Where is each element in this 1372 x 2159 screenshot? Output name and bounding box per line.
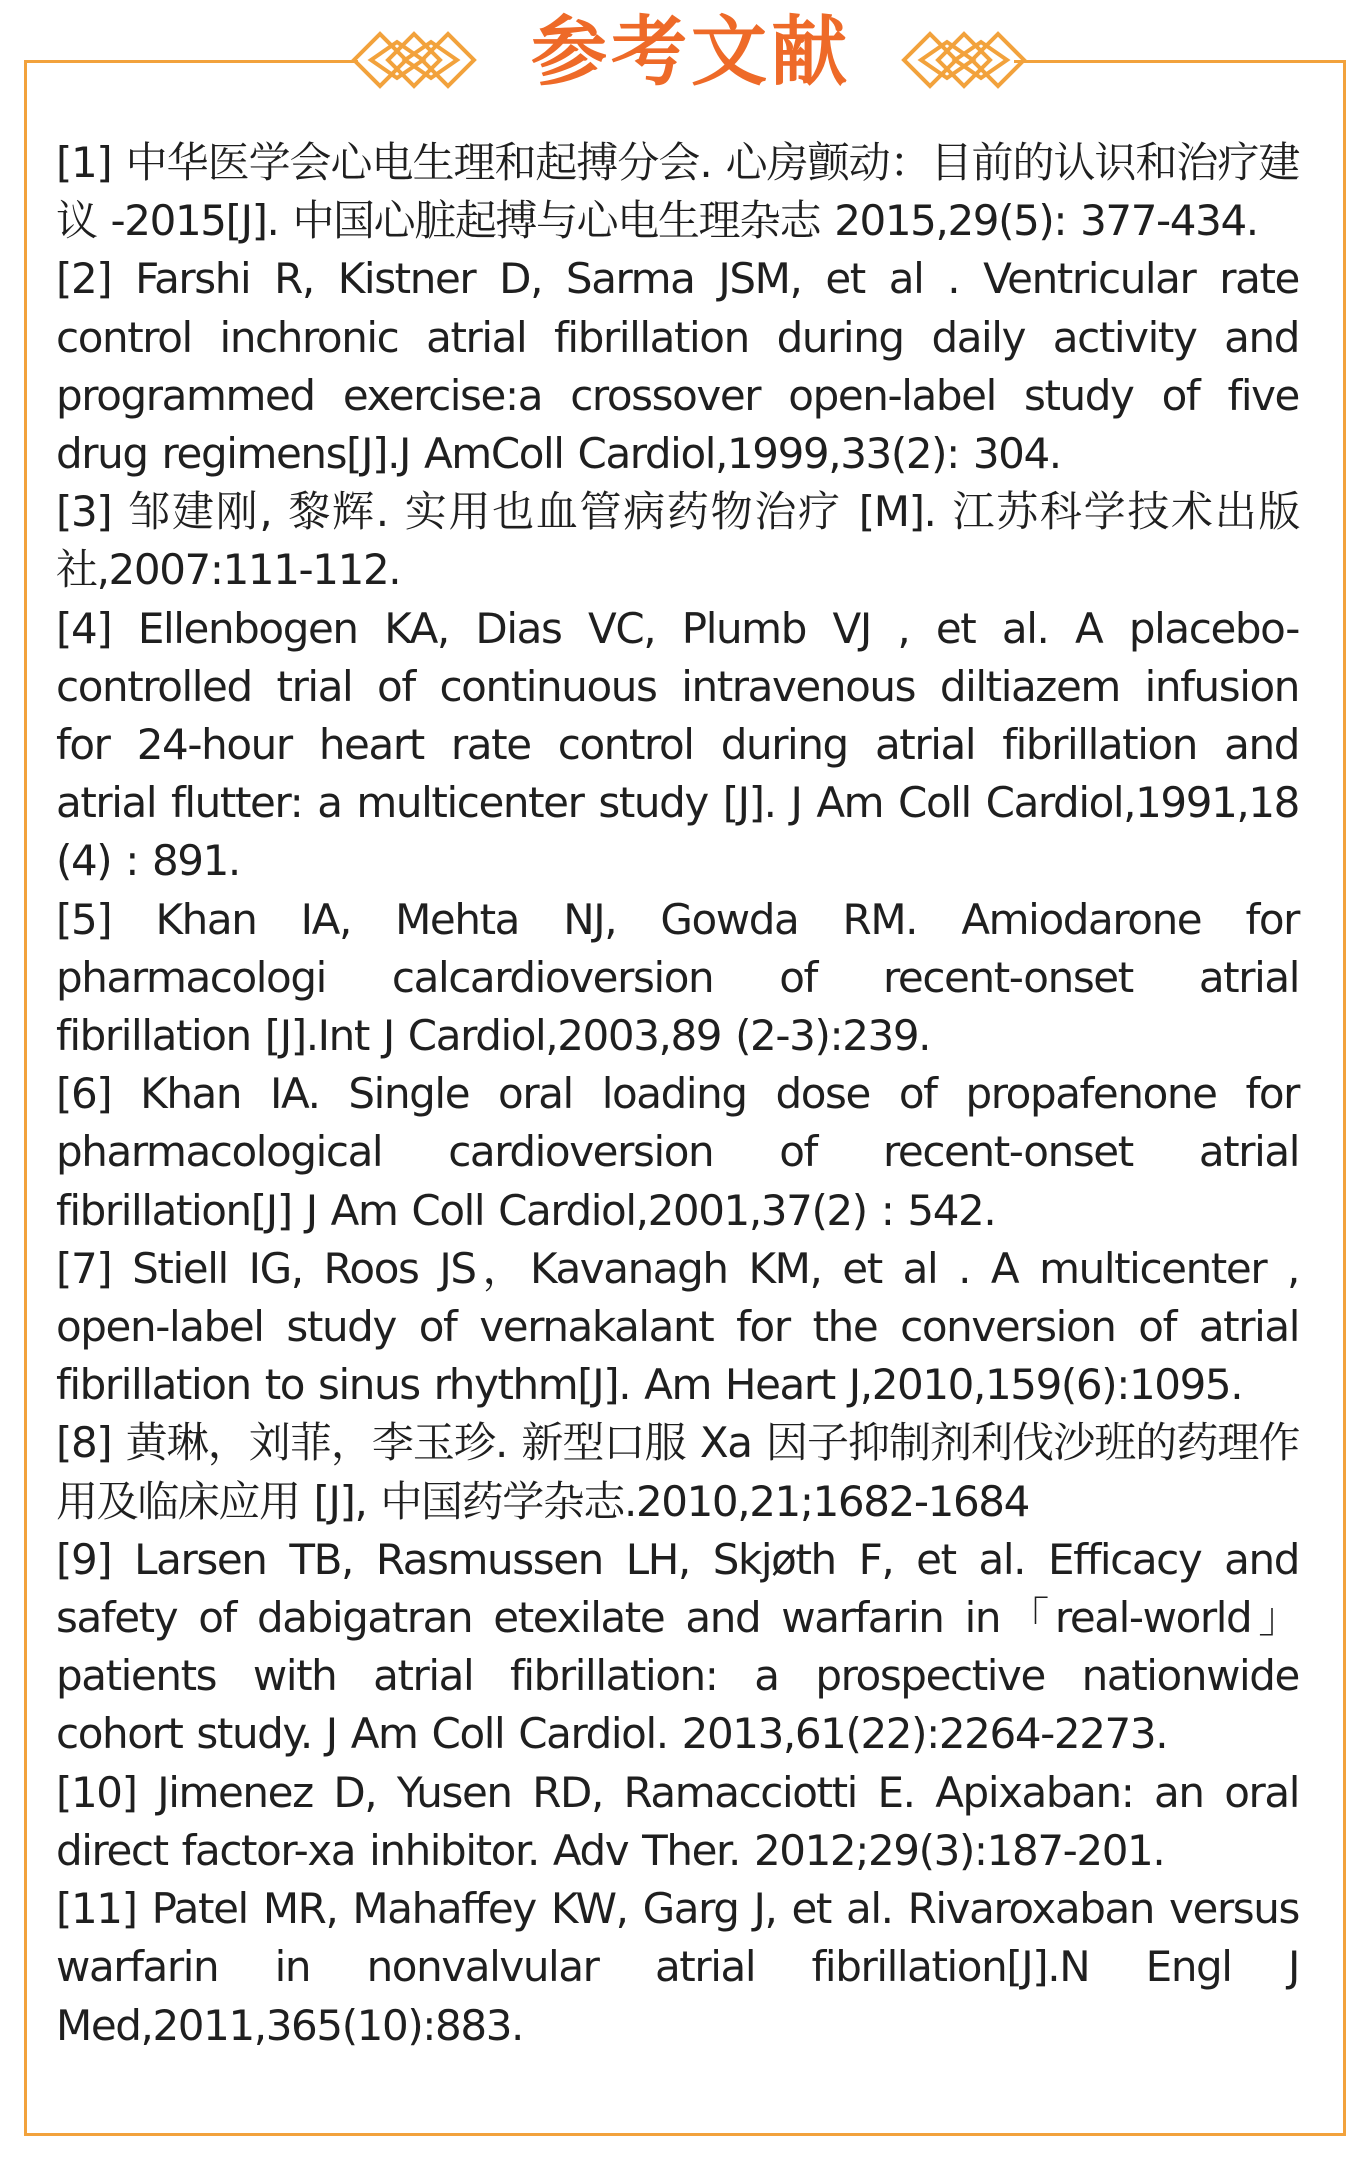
reference-item: [7] Stiell IG, Roos JS，Kavanagh KM, et al . A multicenter , open-label study of vernakalant for the conversion of atrial fibrillation to sinus rhythm[J]. Am Heart J,2010,159(6):1095. <box>56 1243 1299 1410</box>
reference-list <box>56 134 1299 2055</box>
reference-item: [6] Khan IA. Single oral loading dose of propafenone for pharmacological cardioversion of recent-onset atrial fibrillation[J] J Am Coll Cardiol,2001,37(2) : 542. <box>56 1069 1299 1235</box>
top-border-left <box>24 60 358 63</box>
reference-item: [11] Patel MR, Mahaffey KW, Garg J, et al. Rivaroxaban versus warfarin in nonvalvular atrial fibrillation[J].N Engl J Med,2011,365(10):883. <box>56 1884 1299 2050</box>
reference-item: [8] 黄琳，刘菲，李玉珍. 新型口服 Xa 因子抑制剂利伐沙班的药理作用及临床应用 [J], 中国药学杂志.2010,21;1682-1684 <box>56 1418 1299 1526</box>
reference-item: [9] Larsen TB, Rasmussen LH, Skjøth F, et al. Efficacy and safety of dabigatran etexilate and warfarin in「real-world」patients with atrial fibrillation: a prospective nationwide cohort study. J Am Coll Cardiol. 2013,61(22):2264-2273. <box>56 1534 1299 1759</box>
reference-item: [10] Jimenez D, Yusen RD, Ramacciotti E. Apixaban: an oral direct factor-xa inhibitor. Adv Ther. 2012;29(3):187-201. <box>56 1767 1299 1875</box>
reference-item: [1] 中华医学会心电生理和起搏分会. 心房颤动：目前的认识和治疗建议 -2015[J]. 中国心脏起搏与心电生理杂志 2015,29(5): 377-434. <box>56 138 1299 246</box>
diamond-ornament-icon <box>348 28 488 92</box>
top-border-right <box>1014 60 1346 63</box>
reference-item: [2] Farshi R, Kistner D, Sarma JSM, et al . Ventricular rate control inchronic atrial fibrillation during daily activity and programmed exercise:a crossover open-label study of five drug regimens[J].J AmColl Cardiol,1999,33(2): 304. <box>56 254 1299 479</box>
page-title: 参考文献 <box>531 7 851 96</box>
reference-item: [4] Ellenbogen KA, Dias VC, Plumb VJ , et al. A placebo-controlled trial of continuous intravenous diltiazem infusion for 24-hour heart rate control during atrial fibrillation and atrial flutter: a multicenter study [J]. J Am Coll Cardiol,1991,18 (4) : 891. <box>56 603 1299 886</box>
reference-item: [3] 邹建刚, 黎辉. 实用也血管病药物治疗 [M]. 江苏科学技术出版社,2007:111-112. <box>56 487 1299 595</box>
reference-item: [5] Khan IA, Mehta NJ, Gowda RM. Amiodarone for pharmacologi calcardioversion of recent-onset atrial fibrillation [J].Int J Cardiol,2003,89 (2-3):239. <box>56 894 1299 1061</box>
diamond-ornament-icon <box>890 28 1030 92</box>
